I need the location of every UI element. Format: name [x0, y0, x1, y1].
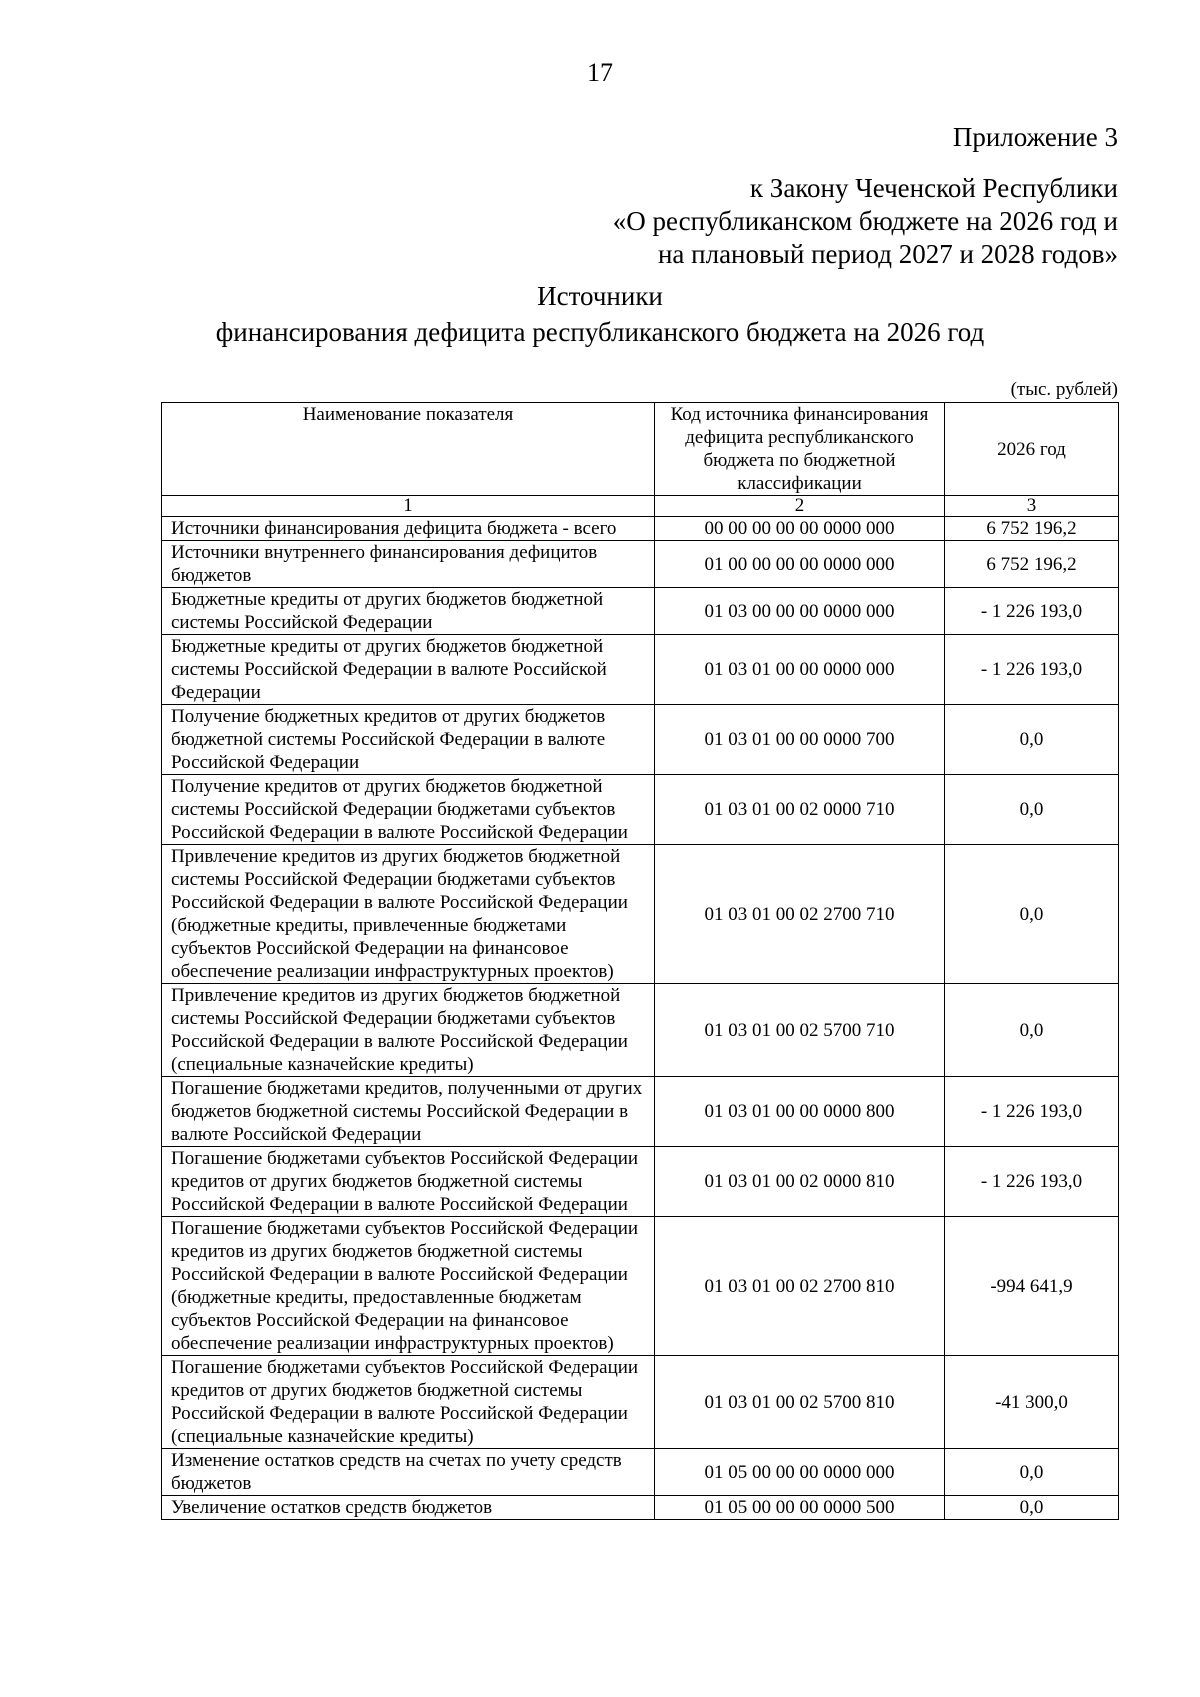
table-row — [162, 984, 1119, 1077]
row-name-cell: Привлечение кредитов из других бюджетов бюджетной системы Российской Федерации бюджетами субъектов Российской Федерации в валюте Российской Федерации (бюджетные кредиты, привлеченные бюджетами субъектов Российской Федерации на финансовое обеспечение реализации инфраструктурных проектов) — [162, 845, 655, 984]
column-number: 3 — [945, 496, 1119, 517]
page-number: 17 — [587, 58, 613, 87]
column-number-row — [162, 496, 1119, 517]
row-name-cell: Погашение бюджетами субъектов Российской Федерации кредитов от других бюджетов бюджетной системы Российской Федерации в валюте Российской Федерации — [162, 1147, 655, 1217]
row-name-cell: Получение бюджетных кредитов от других бюджетов бюджетной системы Российской Федерации в валюте Российской Федерации — [162, 705, 655, 775]
row-code-cell: 01 03 01 00 02 0000 810 — [655, 1147, 945, 1217]
row-value-cell: 6 752 196,2 — [945, 541, 1119, 588]
row-code-cell: 01 05 00 00 00 0000 500 — [655, 1496, 945, 1520]
row-value-cell: -994 641,9 — [945, 1217, 1119, 1356]
table-row — [162, 1449, 1119, 1496]
row-code-cell: 01 03 01 00 00 0000 700 — [655, 705, 945, 775]
header-code: Код источника финансирования дефицита республиканского бюджета по бюджетной классификации — [655, 403, 945, 496]
table-row — [162, 588, 1119, 635]
row-code-cell: 01 03 00 00 00 0000 000 — [655, 588, 945, 635]
row-name-cell: Увеличение остатков средств бюджетов — [162, 1496, 655, 1520]
row-value-cell: 0,0 — [945, 775, 1119, 845]
row-code-cell: 01 03 01 00 02 5700 710 — [655, 984, 945, 1077]
row-name-cell: Получение кредитов от других бюджетов бюджетной системы Российской Федерации бюджетами субъектов Российской Федерации в валюте Российской Федерации — [162, 775, 655, 845]
row-value-cell: 0,0 — [945, 984, 1119, 1077]
row-name-cell: Бюджетные кредиты от других бюджетов бюджетной системы Российской Федерации в валюте Российской Федерации — [162, 635, 655, 705]
row-name-cell: Изменение остатков средств на счетах по учету средств бюджетов — [162, 1449, 655, 1496]
row-value-cell: - 1 226 193,0 — [945, 635, 1119, 705]
law-reference-line: к Закону Чеченской Республики — [749, 173, 1118, 203]
row-value-cell: 0,0 — [945, 845, 1119, 984]
row-name-cell: Источники внутреннего финансирования дефицитов бюджетов — [162, 541, 655, 588]
row-value-cell: 6 752 196,2 — [945, 517, 1119, 541]
row-name-cell: Бюджетные кредиты от других бюджетов бюджетной системы Российской Федерации — [162, 588, 655, 635]
table-row — [162, 775, 1119, 845]
row-code-cell: 01 03 01 00 00 0000 000 — [655, 635, 945, 705]
row-code-cell: 01 03 01 00 02 0000 710 — [655, 775, 945, 845]
table-row — [162, 705, 1119, 775]
row-name-cell: Погашение бюджетами субъектов Российской Федерации кредитов от других бюджетов бюджетной системы Российской Федерации в валюте Российской Федерации (специальные казначейские кредиты) — [162, 1356, 655, 1449]
row-code-cell: 01 03 01 00 02 5700 810 — [655, 1356, 945, 1449]
row-name-cell: Привлечение кредитов из других бюджетов бюджетной системы Российской Федерации бюджетами субъектов Российской Федерации в валюте Российской Федерации (специальные казначейские кредиты) — [162, 984, 655, 1077]
law-reference — [613, 172, 1118, 271]
table-header-row — [162, 403, 1119, 496]
column-number: 1 — [162, 496, 655, 517]
table-row — [162, 1356, 1119, 1449]
financing-sources-table — [161, 402, 1119, 1520]
row-value-cell: 0,0 — [945, 705, 1119, 775]
row-value-cell: 0,0 — [945, 1496, 1119, 1520]
row-name-cell: Погашение бюджетами субъектов Российской Федерации кредитов из других бюджетов бюджетной системы Российской Федерации в валюте Российской Федерации (бюджетные кредиты, предоставленные бюджетам субъектов Российской Федерации на финансовое обеспечение реализации инфраструктурных проектов) — [162, 1217, 655, 1356]
row-value-cell: - 1 226 193,0 — [945, 1077, 1119, 1147]
law-reference-line: «О республиканском бюджете на 2026 год и — [612, 206, 1118, 236]
row-code-cell: 01 03 01 00 00 0000 800 — [655, 1077, 945, 1147]
table-row — [162, 541, 1119, 588]
appendix-label: Приложение 3 — [952, 122, 1118, 152]
table-row — [162, 845, 1119, 984]
header-year: 2026 год — [945, 403, 1119, 496]
document-title — [0, 278, 1200, 350]
row-name-cell: Погашение бюджетами кредитов, полученными от других бюджетов бюджетной системы Российской Федерации в валюте Российской Федерации — [162, 1077, 655, 1147]
table-row — [162, 635, 1119, 705]
row-code-cell: 01 03 01 00 02 2700 710 — [655, 845, 945, 984]
table-row — [162, 1496, 1119, 1520]
table-row — [162, 517, 1119, 541]
table-row — [162, 1077, 1119, 1147]
table-row — [162, 1147, 1119, 1217]
row-value-cell: - 1 226 193,0 — [945, 1147, 1119, 1217]
row-value-cell: - 1 226 193,0 — [945, 588, 1119, 635]
header-name: Наименование показателя — [162, 403, 655, 496]
units-label: (тыс. рублей) — [1010, 379, 1118, 400]
row-code-cell: 01 00 00 00 00 0000 000 — [655, 541, 945, 588]
row-value-cell: -41 300,0 — [945, 1356, 1119, 1449]
document-title-line: Источники — [537, 281, 663, 311]
law-reference-line: на плановый период 2027 и 2028 годов» — [657, 239, 1118, 269]
document-title-line: финансирования дефицита республиканского бюджета на 2026 год — [215, 317, 985, 347]
row-code-cell: 01 03 01 00 02 2700 810 — [655, 1217, 945, 1356]
table-body — [162, 517, 1119, 1520]
row-code-cell: 01 05 00 00 00 0000 000 — [655, 1449, 945, 1496]
row-code-cell: 00 00 00 00 00 0000 000 — [655, 517, 945, 541]
table-row — [162, 1217, 1119, 1356]
row-value-cell: 0,0 — [945, 1449, 1119, 1496]
row-name-cell: Источники финансирования дефицита бюджета - всего — [162, 517, 655, 541]
column-number: 2 — [655, 496, 945, 517]
